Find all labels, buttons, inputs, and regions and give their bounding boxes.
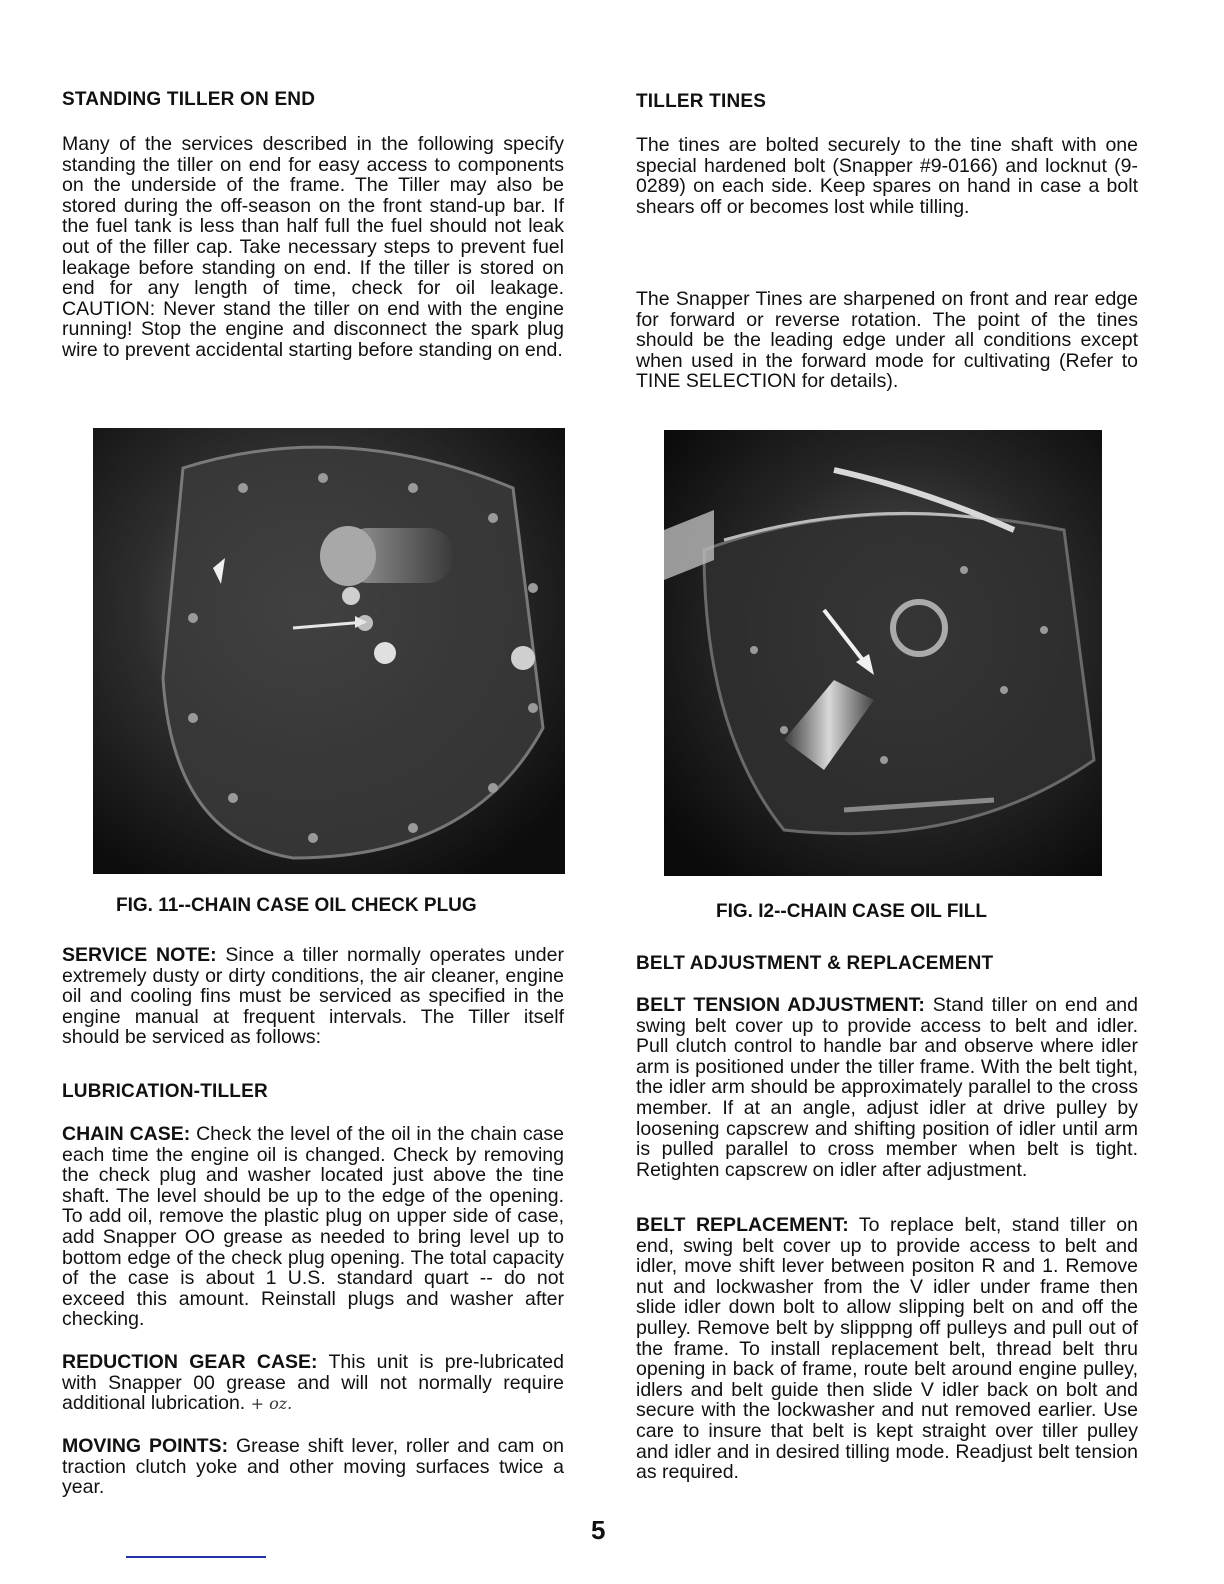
reduction-gear-text: This unit is pre-lubricated with Snapper 00 grease and will not normally require additional lubrication. bbox=[62, 1351, 564, 1415]
standing-tiller-text: Many of the services described in the following specify standing the tiller on end for easy access to components on the underside of the frame. The Tiller may also be stored during the off-season on the front stand-up bar. If the fuel tank is less than half full the fuel should not leak out of the filler cap. Take necessary steps to prevent fuel leakage before standing on end. If the tiller is stored on end for any length of time, check for oil leakage. CAUTION: Never stand the tiller on end with the engine running! Stop the engine and disconnect the spark plug wire to prevent accidental starting before standing on end. bbox=[62, 133, 564, 361]
standing-tiller-heading: STANDING TILLER ON END bbox=[62, 89, 316, 110]
belt-replacement-paragraph bbox=[636, 1215, 1138, 1483]
moving-points-label: MOVING POINTS: bbox=[62, 1435, 229, 1457]
oil-fill-illustration bbox=[664, 430, 1102, 876]
service-note bbox=[62, 945, 564, 1048]
service-note-label: SERVICE NOTE: bbox=[62, 944, 217, 966]
handwritten-note: + oz. bbox=[250, 1394, 293, 1414]
page-number: 5 bbox=[591, 1515, 606, 1545]
belt-tension-paragraph bbox=[636, 995, 1138, 1180]
lubrication-heading: LUBRICATION-TILLER bbox=[62, 1081, 268, 1102]
belt-adjustment-heading: BELT ADJUSTMENT & REPLACEMENT bbox=[636, 953, 994, 974]
reduction-gear-paragraph bbox=[62, 1352, 564, 1415]
belt-replacement-label: BELT REPLACEMENT: bbox=[636, 1214, 849, 1236]
tiller-tines-heading: TILLER TINES bbox=[636, 91, 767, 112]
fig12-photo bbox=[664, 430, 1102, 876]
chain-case-paragraph bbox=[62, 1124, 564, 1330]
service-note-text: Since a tiller normally operates under extremely dusty or dirty conditions, the air cleaner, engine oil and cooling fins must be serviced as specified in the engine manual at frequent intervals. The Tiller itself should be serviced as follows: bbox=[62, 944, 564, 1049]
moving-points-paragraph bbox=[62, 1436, 564, 1498]
belt-tension-text: Stand tiller on end and swing belt cover up to provide access to belt and idler. Pull clutch control to handle bar and observe where idler arm is positioned under the tiller frame. With the belt tight, the idler arm should be approximately parallel to the cross member. If at an angle, adjust idler at drive pulley by loosening capscrew and shifting position of idler until arm is pulled parallel to cross member when belt is tight. Retighten capscrew on idler after adjustment. bbox=[636, 994, 1138, 1181]
footer-rule bbox=[126, 1556, 266, 1558]
fig12-caption: FIG. I2--CHAIN CASE OIL FILL bbox=[716, 901, 987, 922]
tines-text-2: The Snapper Tines are sharpened on front and rear edge for forward or reverse rotation. The point of the tines should be the leading edge under all conditions except when used in the forward mode for cultivating (Refer to TINE SELECTION for details). bbox=[636, 288, 1138, 393]
chain-case-label: CHAIN CASE: bbox=[62, 1123, 191, 1145]
chain-case-text: Check the level of the oil in the chain case each time the engine oil is changed. Check by removing the check plug and washer located just above the tine shaft. The level should be up to the edge of the opening. To add oil, remove the plastic plug on upper side of case, add Snapper OO grease as needed to bring level up to bottom edge of the check plug opening. The total capacity of the case is about 1 U.S. standard quart -- do not exceed this amount. Reinstall plugs and washer after checking. bbox=[62, 1123, 565, 1331]
moving-points-text: Grease shift lever, roller and cam on traction clutch yoke and other moving surfaces twice a year. bbox=[62, 1435, 564, 1499]
fig11-photo bbox=[93, 428, 565, 874]
reduction-gear-label: REDUCTION GEAR CASE: bbox=[62, 1351, 318, 1373]
tines-text-1: The tines are bolted securely to the tine shaft with one special hardened bolt (Snapper #9-0166) and locknut (9-0289) on each side. Keep spares on hand in case a bolt shears off or becomes lost while tilling. bbox=[636, 134, 1138, 218]
belt-replacement-text: To replace belt, stand tiller on end, swing belt cover up to provide access to belt and idler, move shift lever between positon R and 1. Remove nut and lockwasher from the V idler under frame then slide idler down bolt to allow slipping belt on and off the pulley. Remove belt by slipppng off pulleys and pull out of the frame. To install replacement belt, thread belt thru opening in back of frame, route belt around engine pulley, idlers and belt guide then slide V idler back on bolt and secure with the lockwasher and nut removed earlier. Use care to insure that belt is kept straight over tiller pulley and idler and in desired tilling mode. Readjust belt tension as required. bbox=[636, 1214, 1138, 1484]
fig11-caption: FIG. 11--CHAIN CASE OIL CHECK PLUG bbox=[116, 895, 477, 916]
belt-tension-label: BELT TENSION ADJUSTMENT: bbox=[636, 994, 925, 1016]
chain-case-illustration bbox=[93, 428, 565, 874]
